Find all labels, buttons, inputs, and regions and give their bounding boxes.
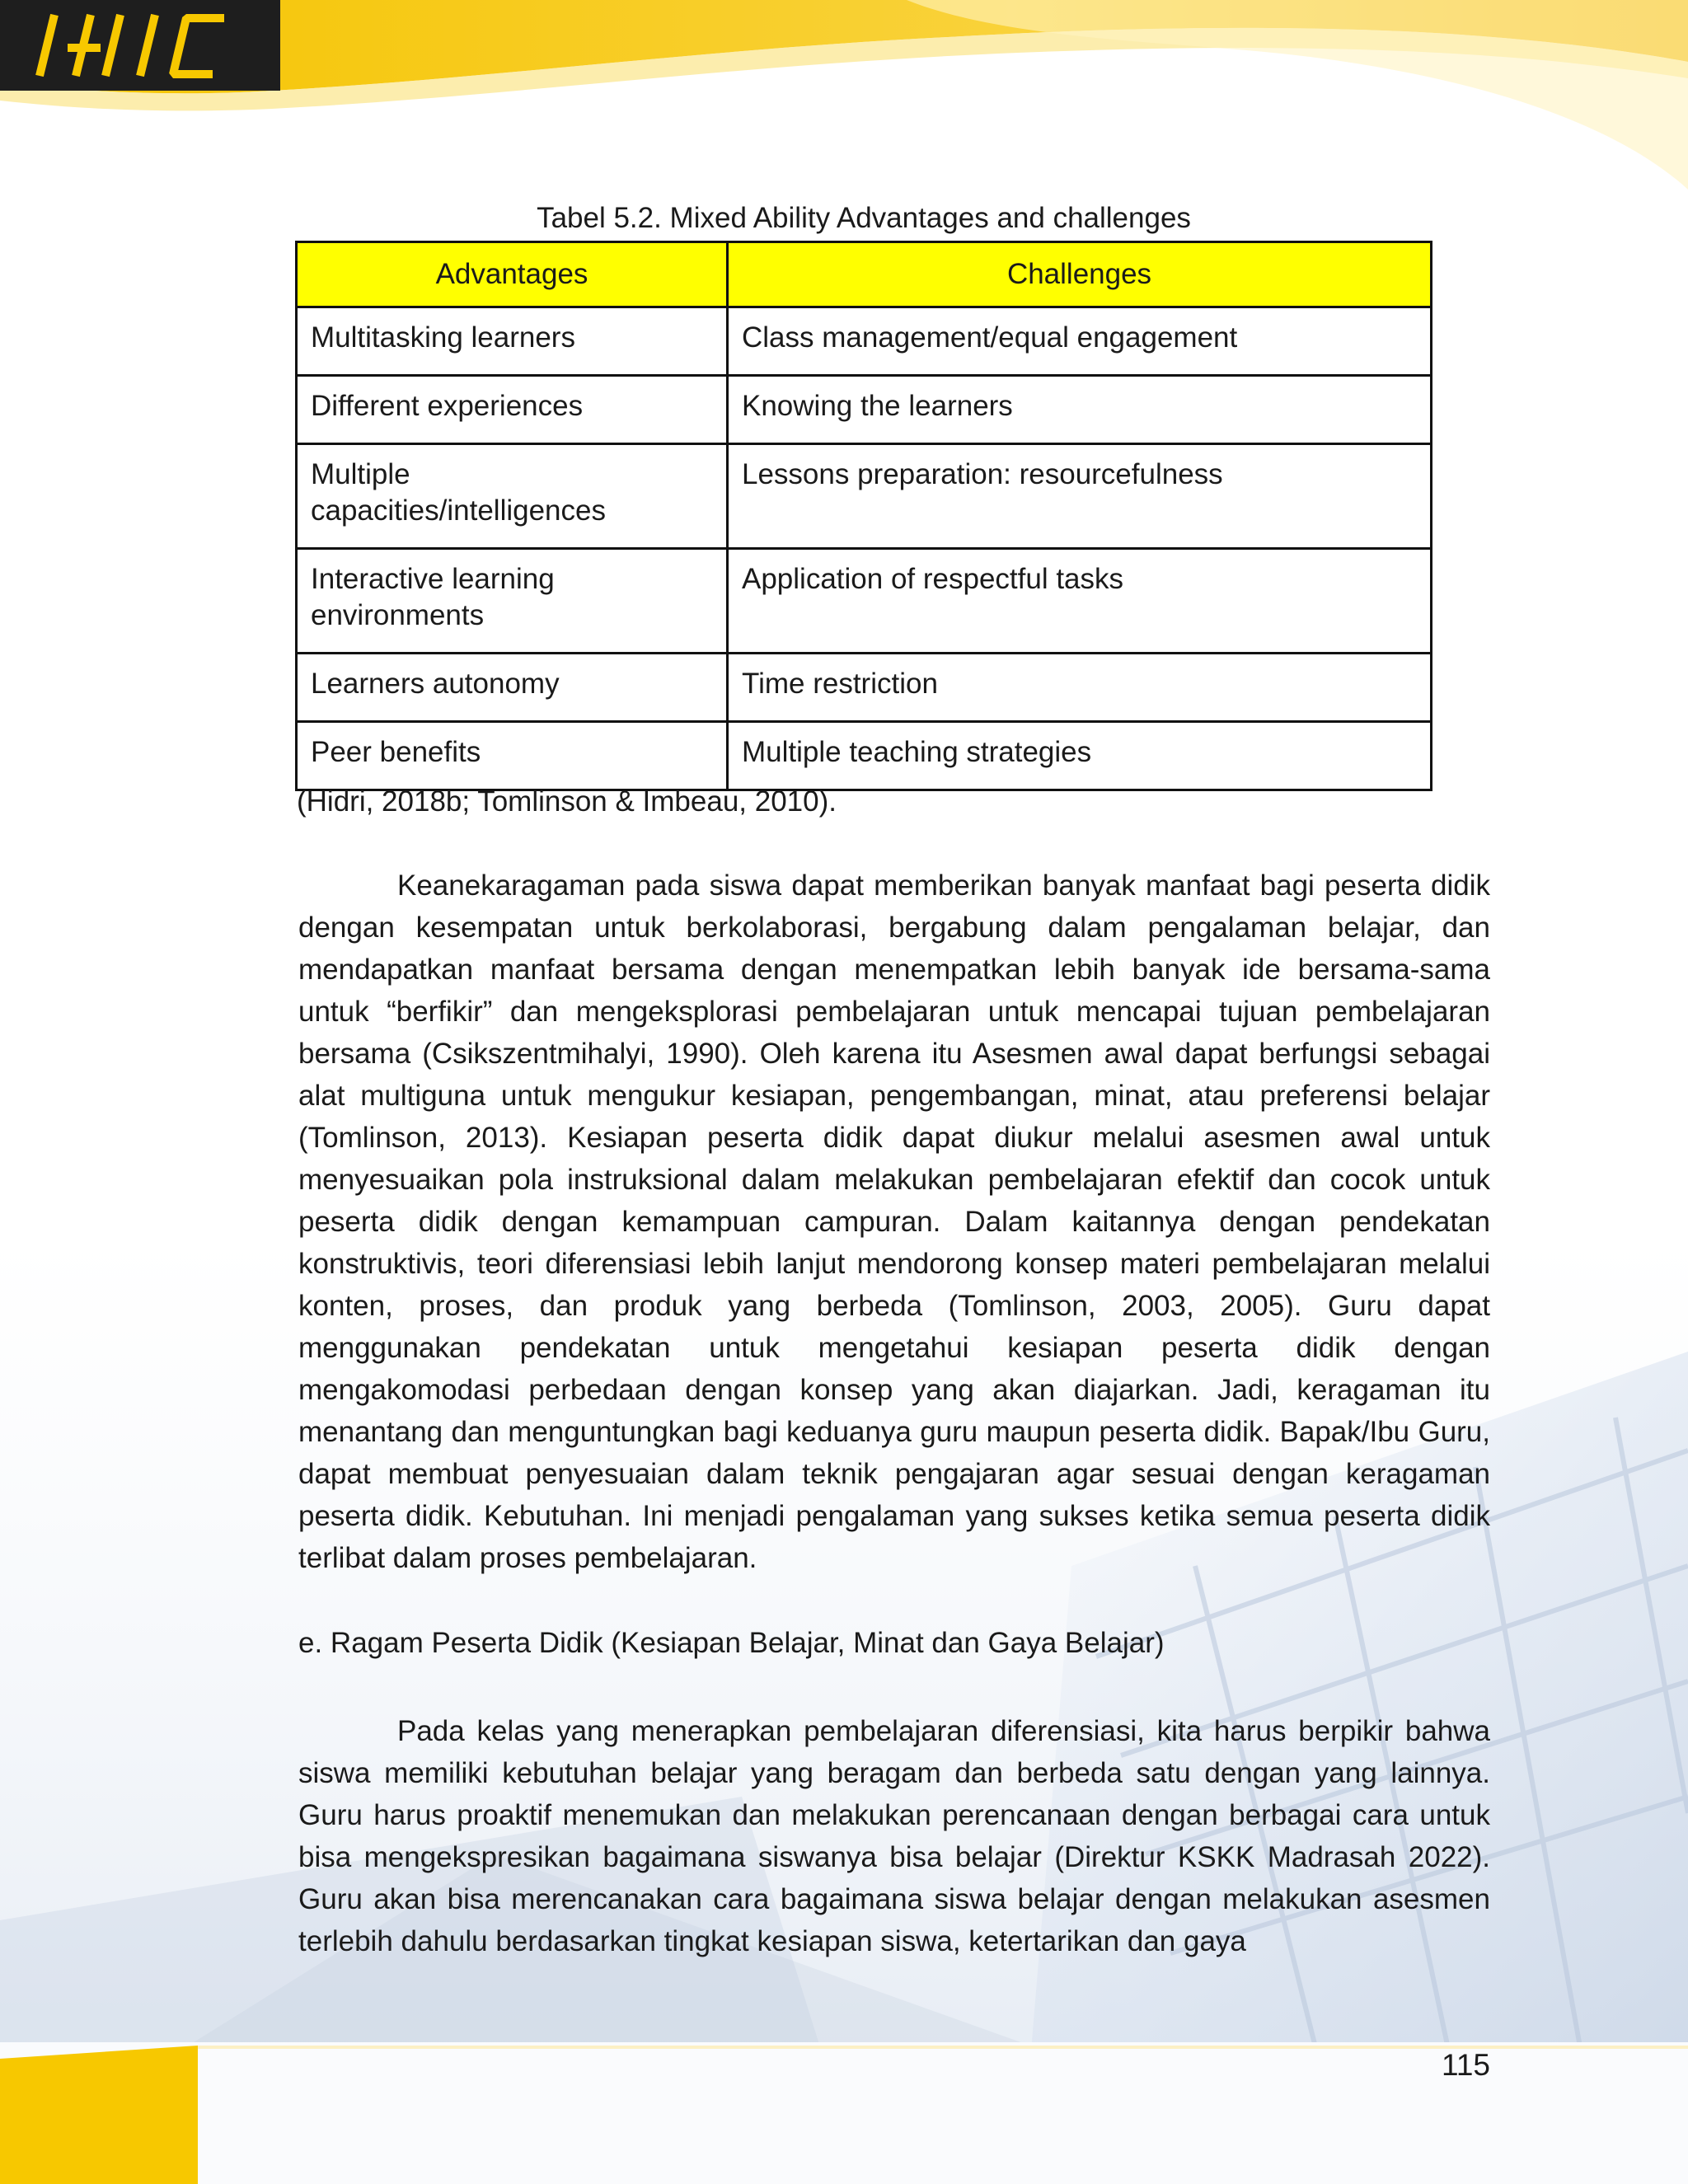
column-header-advantages: Advantages (297, 242, 728, 307)
page-number: 115 (1442, 2048, 1490, 2082)
table-source-citation: (Hidri, 2018b; Tomlinson & Imbeau, 2010). (297, 785, 837, 818)
table-row (297, 444, 1432, 549)
table-cell: Multitasking learners (297, 307, 728, 376)
table-cell: Time restriction (728, 654, 1432, 722)
table-row (297, 722, 1432, 790)
table-row (297, 376, 1432, 444)
mixed-ability-table (295, 241, 1432, 791)
table-cell: Lessons preparation: resourcefulness (728, 444, 1432, 549)
table-cell: Learners autonomy (297, 654, 728, 722)
table-caption: Tabel 5.2. Mixed Ability Advantages and challenges (537, 202, 1191, 234)
column-header-challenges: Challenges (728, 242, 1432, 307)
table-cell: Interactive learning environments (297, 549, 728, 654)
table-cell: Different experiences (297, 376, 728, 444)
table-row (297, 654, 1432, 722)
body-paragraph: Pada kelas yang menerapkan pembelajaran diferensiasi, kita harus berpikir bahwa siswa memiliki kebutuhan belajar yang beragam dan berbeda satu dengan yang lainnya. Guru harus proaktif menemukan dan melakukan perencanaan dengan berbagai cara untuk bisa mengekspresikan bagaimana siswanya bisa belajar (Direktur KSKK Madrasah 2022). Guru akan bisa merencanakan cara bagaimana siswa belajar dengan melakukan asesmen terlebih dahulu berdasarkan tingkat kesiapan siswa, ketertarikan dan gaya (298, 1715, 1490, 1957)
section-heading: e. Ragam Peserta Didik (Kesiapan Belajar, Minat dan Gaya Belajar) (298, 1627, 1165, 1659)
table-cell: Multiple capacities/intelligences (297, 444, 728, 549)
table-row (297, 307, 1432, 376)
table-cell: Multiple teaching strategies (728, 722, 1432, 790)
table-row (297, 549, 1432, 654)
table-cell: Knowing the learners (728, 376, 1432, 444)
table-cell: Application of respectful tasks (728, 549, 1432, 654)
table-cell: Class management/equal engagement (728, 307, 1432, 376)
table-cell: Peer benefits (297, 722, 728, 790)
body-paragraph: Keanekaragaman pada siswa dapat memberikan banyak manfaat bagi peserta didik dengan kesempatan untuk berkolaborasi, bergabung dalam pengalaman belajar, dan mendapatkan manfaat bersama dengan menempatkan lebih banyak ide bersama-sama untuk “berfikir” dan mengeksplorasi pembelajaran untuk mencapai tujuan pembelajaran bersama (Csikszentmihalyi, 1990). Oleh karena itu Asesmen awal dapat berfungsi sebagai alat multiguna untuk mengukur kesiapan, pengembangan, minat, atau preferensi belajar (Tomlinson, 2013). Kesiapan peserta didik dapat diukur melalui asesmen awal untuk menyesuaikan pola instruksional dalam melakukan pembelajaran efektif dan cocok untuk peserta didik dengan kemampuan campuran. Dalam kaitannya dengan pendekatan konstruktivis, teori diferensiasi lebih lanjut mendorong konsep materi pembelajaran melalui konten, proses, dan produk yang berbeda (Tomlinson, 2003, 2005). Guru dapat menggunakan pendekatan untuk mengetahui kesiapan peserta didik dengan mengakomodasi perbedaan dengan konsep yang akan diajarkan. Jadi, keragaman itu menantang dan menguntungkan bagi keduanya guru maupun peserta didik. Bapak/Ibu Guru, dapat membuat penyesuaian dalam teknik pengajaran agar sesuai dengan keragaman peserta didik. Kebutuhan. Ini menjadi pengalaman yang sukses ketika semua peserta didik terlibat dalam proses pembelajaran. (298, 869, 1490, 1574)
